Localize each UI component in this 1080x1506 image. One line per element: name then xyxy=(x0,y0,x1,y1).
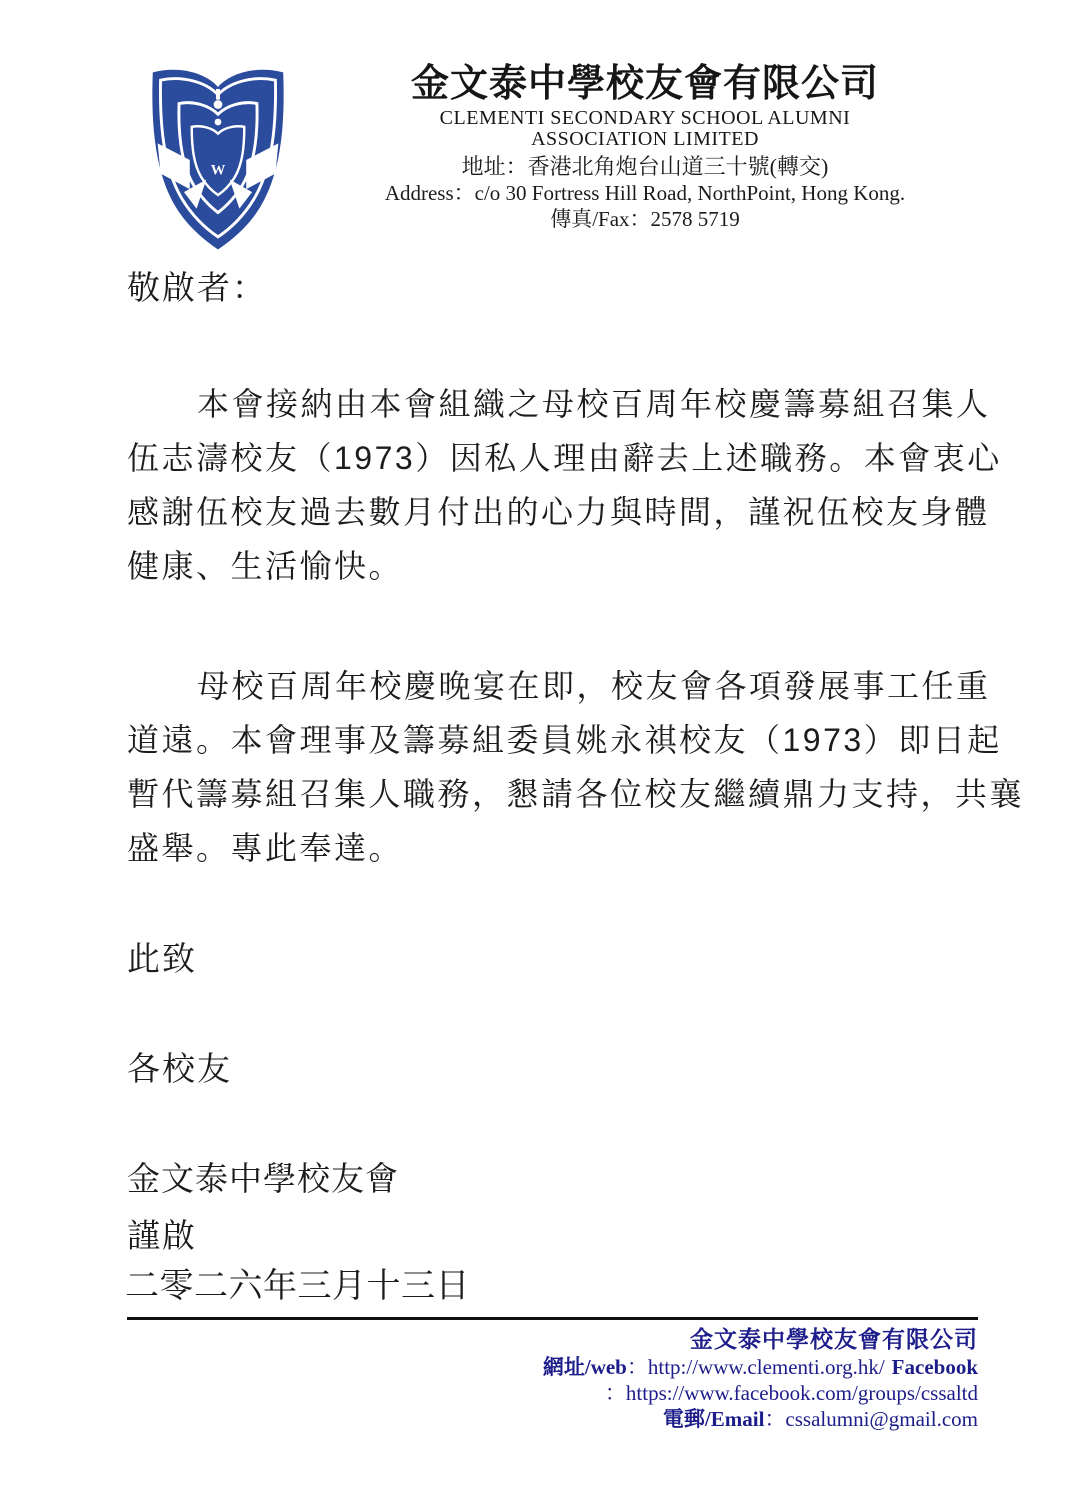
paragraph-line: 本會接納由本會組織之母校百周年校慶籌募組召集人 xyxy=(197,386,991,422)
closing-to: 此致 xyxy=(127,940,197,977)
org-name-en-line1: CLEMENTI SECONDARY SCHOOL ALUMNI xyxy=(439,107,851,129)
paragraph-line: 感謝伍校友過去數月付出的心力與時間，謹祝伍校友身體 xyxy=(127,494,990,530)
crest-monogram: W xyxy=(210,162,226,179)
footer xyxy=(543,1326,978,1432)
paragraph-line: 暫代籌募組召集人職務，懇請各位校友繼續鼎力支持，共襄 xyxy=(127,776,1025,812)
paragraph-line: 健康、生活愉快。 xyxy=(127,548,404,584)
paragraph-line: 伍志濤校友（1973）因私人理由辭去上述職務。本會衷心 xyxy=(127,440,1002,476)
fax-line: 傳真/Fax：2578 5719 xyxy=(550,207,740,231)
facebook-url: ：https://www.facebook.com/groups/cssaltd xyxy=(604,1381,978,1405)
org-name-zh: 金文泰中學校友會有限公司 xyxy=(410,63,879,105)
recipient: 各校友 xyxy=(127,1050,232,1087)
paragraph-1 xyxy=(127,377,1002,593)
paragraph-line: 道遠。本會理事及籌募組委員姚永祺校友（1973）即日起 xyxy=(127,722,1002,758)
facebook-label: Facebook xyxy=(891,1355,978,1379)
signature-respect: 謹啟 xyxy=(127,1217,197,1254)
web-label: 網址/web xyxy=(542,1355,627,1379)
footer-web-line xyxy=(543,1354,978,1380)
footer-facebook-line xyxy=(543,1380,978,1406)
signature-org: 金文泰中學校友會 xyxy=(127,1160,399,1197)
paragraph-line: 母校百周年校慶晚宴在即，校友會各項發展事工任重 xyxy=(197,668,991,704)
address-en: Address：c/o 30 Fortress Hill Road, NorthPoint, Hong Kong. xyxy=(384,181,906,205)
footer-org-name: 金文泰中學校友會有限公司 xyxy=(690,1327,978,1352)
email-address: ：cssalumni@gmail.com xyxy=(764,1407,978,1431)
salutation: 敬啟者： xyxy=(127,269,267,306)
address-zh: 地址：香港北角炮台山道三十號(轉交) xyxy=(461,154,829,179)
footer-divider xyxy=(127,1317,978,1320)
paragraph-line: 盛舉。專此奉達。 xyxy=(127,830,404,866)
letterhead xyxy=(215,60,1075,232)
email-label: 電郵/Email xyxy=(662,1407,765,1431)
paragraph-2 xyxy=(127,659,1025,875)
footer-email-line xyxy=(543,1406,978,1432)
letter-date: 二零二六年三月十三日 xyxy=(125,1267,470,1305)
org-name-en-line2: ASSOCIATION LIMITED xyxy=(531,128,759,150)
web-url: ：http://www.clementi.org.hk/ xyxy=(626,1355,885,1379)
